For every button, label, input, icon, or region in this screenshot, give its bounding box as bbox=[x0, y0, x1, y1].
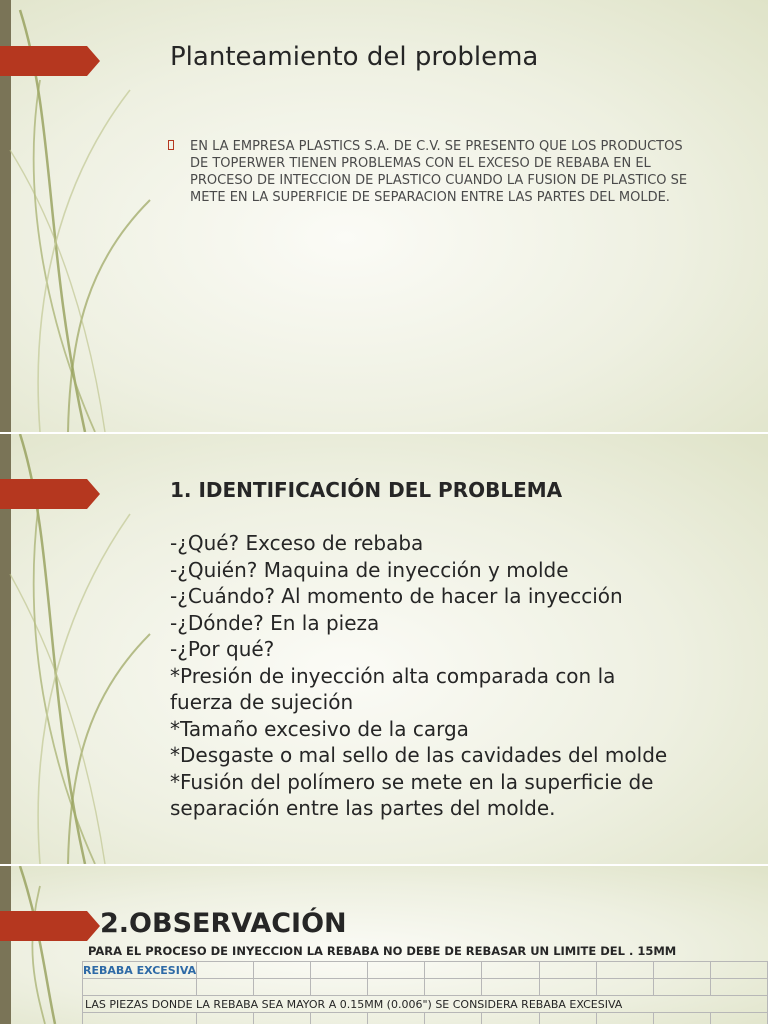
table-cell bbox=[83, 1013, 197, 1024]
table-cell bbox=[254, 962, 311, 979]
table-cell bbox=[254, 1013, 311, 1024]
table-cell bbox=[539, 962, 596, 979]
table-cell bbox=[311, 962, 368, 979]
bullet-text: EN LA EMPRESA PLASTICS S.A. DE C.V. SE PRESENTO QUE LOS PRODUCTOS DE TOPERWER TIENEN PROBLEMAS CON EL EXCESO DE REBABA EN EL PROCESO DE INTECCION DE PLASTICO CUANDO LA FUSION DE PLASTICO SE METE EN LA SUPERFICIE DE SEPARACION ENTRE LAS PARTES DEL MOLDE. bbox=[190, 139, 688, 205]
table-row bbox=[83, 979, 768, 996]
title-arrow-icon bbox=[0, 479, 100, 509]
list-item: *Desgaste o mal sello de las cavidades del molde bbox=[170, 743, 668, 767]
table-row bbox=[83, 1013, 768, 1024]
table-cell bbox=[83, 979, 197, 996]
table-cell bbox=[368, 1013, 425, 1024]
list-item: -¿Qué? Exceso de rebaba bbox=[170, 531, 424, 555]
slide-title: 1. IDENTIFICACIÓN DEL PROBLEMA bbox=[170, 478, 563, 502]
table-cell bbox=[710, 979, 767, 996]
table-cell bbox=[482, 979, 539, 996]
table-cell bbox=[653, 1013, 710, 1024]
table-cell bbox=[539, 979, 596, 996]
table-cell bbox=[425, 1013, 482, 1024]
list-item: -¿Quién? Maquina de inyección y molde bbox=[170, 557, 569, 582]
table-cell bbox=[596, 979, 653, 996]
table-cell bbox=[539, 1013, 596, 1024]
table-cell-criterion: LAS PIEZAS DONDE LA REBABA SEA MAYOR A 0.15MM (0.006") SE CONSIDERA REBABA EXCESIVA bbox=[83, 996, 768, 1013]
table-cell bbox=[653, 979, 710, 996]
table-cell bbox=[368, 962, 425, 979]
table-cell bbox=[710, 1013, 767, 1024]
question-list bbox=[170, 530, 667, 822]
table-cell bbox=[368, 979, 425, 996]
table-cell bbox=[425, 979, 482, 996]
table-cell-label: REBABA EXCESIVA bbox=[83, 963, 197, 977]
table-cell bbox=[482, 962, 539, 979]
list-item: fuerza de sujeción bbox=[170, 690, 354, 714]
slide-observacion bbox=[0, 866, 768, 1024]
table-row bbox=[83, 996, 768, 1013]
table-cell bbox=[254, 979, 311, 996]
slide-identificacion bbox=[0, 434, 768, 864]
title-arrow-icon bbox=[0, 911, 100, 941]
title-arrow-icon bbox=[0, 46, 100, 76]
table-cell bbox=[596, 1013, 653, 1024]
slide-title: Planteamiento del problema bbox=[170, 42, 539, 72]
table-cell bbox=[482, 1013, 539, 1024]
table-cell bbox=[197, 979, 254, 996]
list-item: -¿Por qué? bbox=[170, 637, 275, 661]
list-item: separación entre las partes del molde. bbox=[170, 796, 556, 820]
list-item: *Tamaño excesivo de la carga bbox=[170, 716, 469, 741]
table-cell bbox=[311, 979, 368, 996]
observation-table bbox=[82, 961, 768, 1024]
slide-title: 2.OBSERVACIÓN bbox=[100, 908, 347, 939]
slide-planteamiento bbox=[0, 0, 768, 432]
table-cell bbox=[710, 962, 767, 979]
list-item: -¿Dónde? En la pieza bbox=[170, 610, 380, 635]
list-item: -¿Cuándo? Al momento de hacer la inyección bbox=[170, 584, 623, 608]
list-item: *Fusión del polímero se mete en la superficie de bbox=[170, 769, 654, 794]
table-row bbox=[83, 962, 768, 979]
table-cell bbox=[197, 962, 254, 979]
table-cell bbox=[425, 962, 482, 979]
table-cell bbox=[197, 1013, 254, 1024]
table-cell bbox=[653, 962, 710, 979]
table-cell bbox=[311, 1013, 368, 1024]
list-item: *Presión de inyección alta comparada con la bbox=[170, 663, 616, 688]
table-cell bbox=[596, 962, 653, 979]
observation-text: PARA EL PROCESO DE INYECCION LA REBABA NO DEBE DE REBASAR UN LIMITE DEL . 15MM bbox=[88, 944, 677, 958]
bullet-marker-icon bbox=[168, 140, 174, 150]
